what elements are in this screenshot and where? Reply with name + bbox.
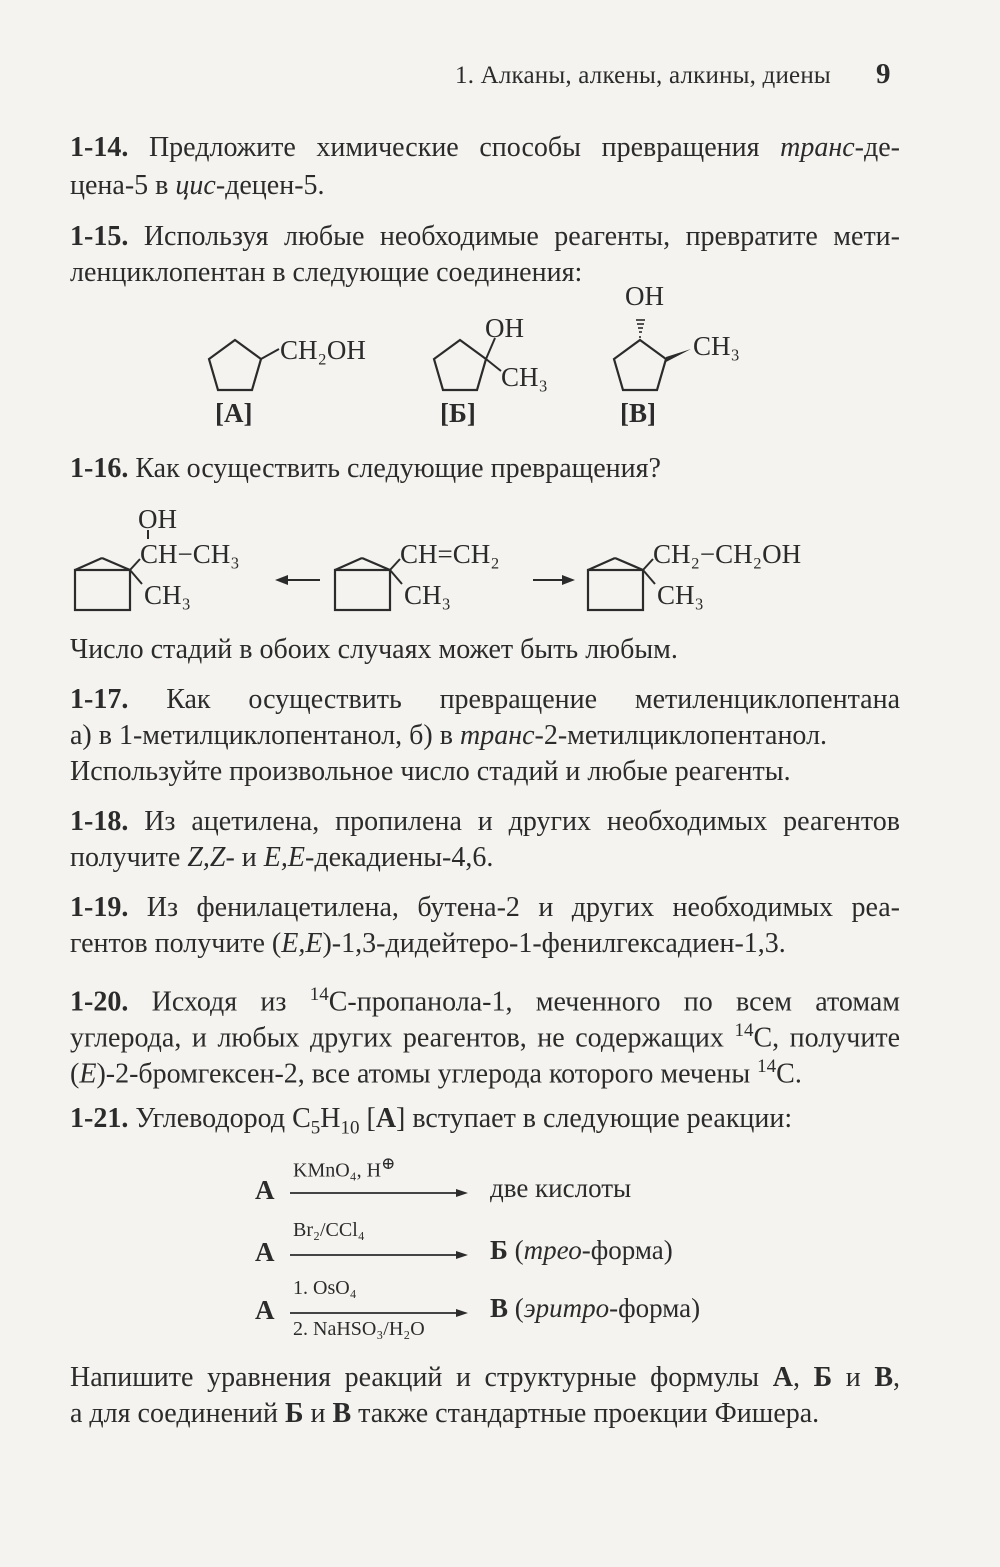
reagent-above: KMnO₄, H⊕	[293, 1154, 396, 1182]
problem-1-14-line2: цена-5 в цис-децен-5.	[70, 170, 325, 201]
problem-1-17-line1: 1-17. Как осуществить превращение метиленциклопентана	[70, 684, 900, 715]
reagent-above: Br₂/CCl₄	[293, 1219, 365, 1241]
reactant-a: А	[255, 1175, 275, 1205]
structure-b	[434, 313, 548, 428]
problem-1-21-line1: 1-21. Углеводород $C_5H_{10}$ [А] вступает в следующие реакции:	[70, 1103, 793, 1139]
problem-1-16-note: Число стадий в обоих случаях может быть любым.	[70, 634, 678, 665]
starting-material	[335, 539, 500, 610]
structure-c	[614, 281, 740, 428]
left-oh: OH	[138, 504, 177, 534]
structure-a	[209, 335, 366, 428]
right-chain: CH₂−CH₂OH	[653, 539, 802, 569]
structure-a-substituent: CH₂OH	[280, 335, 366, 365]
problem-1-17-line2: а) в 1-метилциклопентанол, б) в транс-2-метилциклопентанол.	[70, 720, 828, 751]
problem-1-21-final-line2: а для соединений Б и В также стандартные проекции Фишера.	[70, 1398, 820, 1429]
problem-1-19-line1: 1-19. Из фенилацетилена, бутена-2 и других необходимых реа-	[70, 892, 900, 923]
problem-number: 1-21.	[70, 1103, 129, 1134]
structures-1-15	[195, 281, 795, 435]
mid-chain: CH=CH₂	[400, 539, 500, 569]
problem-1-14-line1: 1-14. Предложите химические способы превращения транс-де-	[70, 132, 900, 163]
reagent-above: 1. OsO₄	[293, 1277, 357, 1299]
problem-1-21-final-line1: Напишите уравнения реакций и структурные формулы А, Б и В,	[70, 1362, 901, 1393]
problem-1-15-line1: 1-15. Используя любые необходимые реагенты, превратите мети-	[70, 221, 900, 252]
problem-1-20-line2: углерода, и любых других реагентов, не содержащих $^{14}$С, получите	[70, 1020, 900, 1054]
reactant-a: А	[255, 1237, 275, 1267]
reaction-3	[255, 1277, 755, 1350]
problem-1-18-line2: получите Z,Z- и E,E-декадиены-4,6.	[70, 842, 494, 873]
problem-number: 1-18.	[70, 806, 129, 837]
scheme-1-16	[70, 500, 850, 620]
product: две кислоты	[490, 1173, 632, 1203]
running-header: 1. Алканы, алкены, алкины, диены	[455, 62, 831, 89]
structure-a-label: [А]	[215, 398, 253, 428]
problem-number: 1-15.	[70, 221, 129, 252]
structure-c-oh: OH	[625, 281, 664, 311]
left-chain: CH−CH₃	[140, 539, 240, 569]
problem-number: 1-19.	[70, 892, 129, 923]
arrow-left	[275, 575, 320, 585]
reactant-a: А	[255, 1295, 275, 1325]
problem-1-17-line3: Используйте произвольное число стадий и любые реагенты.	[70, 756, 791, 787]
problem-1-20-line3: (E)-2-бромгексен-2, все атомы углерода которого мечены $^{14}$С.	[70, 1056, 802, 1090]
left-product	[75, 504, 240, 610]
problem-1-15-line2: ленциклопентан в следующие соединения:	[70, 257, 583, 288]
problem-1-16-line1: 1-16. Как осуществить следующие превращения?	[70, 453, 661, 484]
page-number: 9	[876, 58, 891, 90]
problem-number: 1-16.	[70, 453, 129, 484]
problem-number: 1-17.	[70, 684, 129, 715]
product: Б (трео-форма)	[490, 1235, 673, 1265]
reaction-arrow	[290, 1249, 470, 1261]
left-ch3: CH₃	[144, 580, 191, 610]
reaction-1	[255, 1154, 755, 1210]
reaction-2	[255, 1219, 755, 1272]
right-product	[588, 539, 801, 610]
structure-b-label: [Б]	[440, 398, 476, 428]
structure-c-label: [В]	[620, 398, 656, 428]
problem-1-18-line1: 1-18. Из ацетилена, пропилена и других необходимых реагентов	[70, 806, 900, 837]
problem-1-19-line2: гентов получите (E,E)-1,3-дидейтеро-1-фенилгексадиен-1,3.	[70, 928, 786, 959]
structure-b-ch3: CH₃	[501, 362, 548, 392]
problem-number: 1-20.	[70, 986, 129, 1018]
arrow-right	[533, 575, 575, 585]
reagent-below: 2. NaHSO₃/H₂O	[293, 1318, 425, 1340]
problem-1-20-line1: 1-20. Исходя из $^{14}$С-пропанола-1, меченного по всем атомам	[70, 984, 900, 1018]
right-ch3: CH₃	[657, 580, 704, 610]
structure-b-oh: OH	[485, 313, 524, 343]
structure-c-ch3: CH₃	[693, 331, 740, 361]
product: В (эритро-форма)	[490, 1293, 701, 1323]
problem-number: 1-14.	[70, 132, 129, 163]
reaction-arrow	[290, 1187, 470, 1199]
mid-ch3: CH₃	[404, 580, 451, 610]
